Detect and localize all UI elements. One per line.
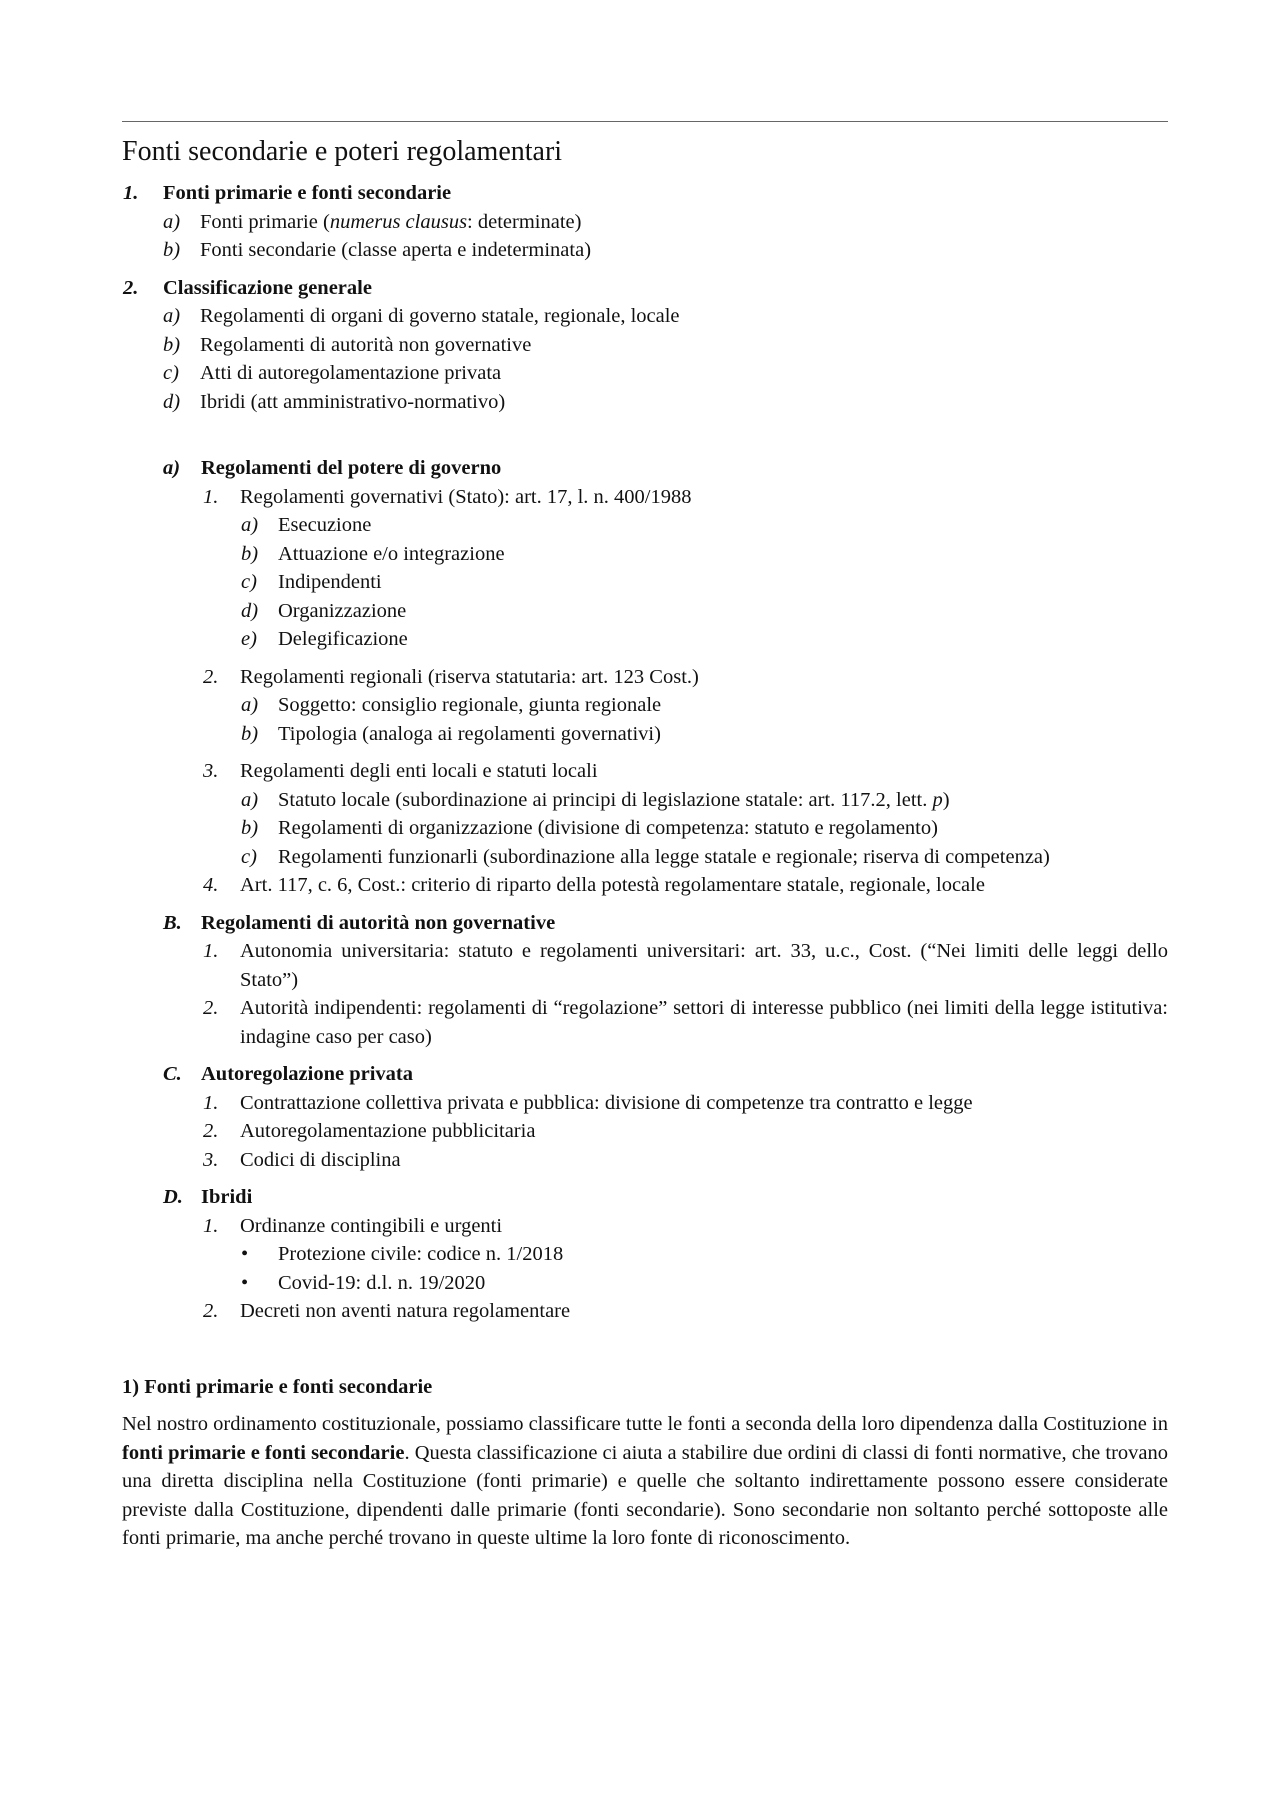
- text-segment: Fonti primarie (: [200, 210, 330, 233]
- section-fonti-primarie: [122, 1373, 1168, 1553]
- section-heading: [0, 909, 1168, 938]
- item-text: [278, 789, 950, 811]
- item-text: [278, 571, 382, 593]
- list-marker: a): [163, 457, 181, 479]
- summary-heading: [0, 179, 1168, 208]
- text-segment: . Questa classificazione ci aiuta a stabilire due ordini di classi di fonti normative, che trovano una diretta disciplina nella Costituzione (fonti primarie) e quelle che soltanto indirettamente possono essere considerate previste dalla Costituzione, dipendenti dalle primarie (fonti secondarie). Sono secondarie non soltanto perché sottoposte alle fonti primarie, ma anche perché trovano in queste ultime la loro fonte di riconoscimento.: [122, 1441, 1168, 1550]
- list-marker: d): [241, 599, 259, 622]
- item-text: [240, 486, 692, 508]
- section-heading: [0, 1060, 1168, 1089]
- item-text: [240, 666, 699, 688]
- item-text: [278, 628, 408, 650]
- list-marker: 2.: [203, 997, 219, 1019]
- item-text: [278, 543, 505, 565]
- list-marker: 1.: [123, 182, 139, 204]
- outline-subitem: [0, 597, 1168, 626]
- italic-text: p: [932, 788, 943, 811]
- outline-item: [0, 1089, 1168, 1118]
- text-segment: Indipendenti: [278, 571, 382, 593]
- list-marker: a): [241, 694, 259, 716]
- text-segment: Protezione civile: codice n. 1/2018: [278, 1243, 564, 1265]
- summary-item: [0, 388, 1168, 417]
- outline-subitem: [0, 691, 1168, 720]
- summary-item: [0, 359, 1168, 388]
- list-marker: b): [241, 817, 259, 839]
- text-segment: Soggetto: consiglio regionale, giunta regionale: [278, 694, 662, 716]
- item-text: [240, 1149, 401, 1171]
- outline-subitem: [0, 786, 1168, 815]
- list-marker: 1.: [203, 485, 219, 508]
- header-rule: [122, 121, 1168, 122]
- section-heading: 1) Fonti primarie e fonti secondarie: [122, 1375, 433, 1398]
- text-segment: Regolamenti funzionarli (subordinazione alla legge statale e regionale; riserva di competenza): [278, 845, 1050, 868]
- text-segment: Regolamenti regionali (riserva statutaria: art. 123 Cost.): [240, 665, 699, 688]
- outline-item: [0, 483, 1168, 512]
- outline-item: [0, 1117, 1168, 1146]
- text-segment: Covid-19: d.l. n. 19/2020: [278, 1271, 486, 1294]
- list-marker: b): [163, 333, 181, 356]
- bullet-icon: •: [241, 1271, 249, 1294]
- item-text: [201, 1186, 252, 1208]
- text-segment: Fonti secondarie (classe aperta e indeterminata): [200, 239, 592, 261]
- list-marker: e): [241, 628, 257, 650]
- text-segment: Regolamenti di autorità non governative: [200, 333, 532, 356]
- text-segment: Autorità indipendenti: regolamenti di “regolazione” settori di interesse pubblico (nei limiti della legge istitutiva: indagine caso per caso): [240, 997, 1168, 1048]
- item-text: [200, 391, 505, 413]
- summary-item: [0, 208, 1168, 237]
- item-text: [200, 334, 531, 356]
- list-marker: 1.: [203, 1091, 219, 1114]
- outline-item: [0, 1297, 1168, 1326]
- summary-item: [0, 236, 1168, 265]
- text-segment: : determinate): [467, 210, 582, 233]
- item-text: [240, 874, 985, 896]
- item-text: [240, 1120, 535, 1142]
- item-text: [201, 1063, 413, 1085]
- text-segment: Classificazione generale: [163, 276, 372, 299]
- list-marker: 1.: [203, 940, 219, 962]
- item-text: [200, 239, 591, 261]
- outline-item: [0, 871, 1168, 900]
- item-text: [278, 1243, 563, 1265]
- item-text: [278, 694, 661, 716]
- summary-item: [0, 302, 1168, 331]
- item-text: [201, 912, 555, 934]
- list-marker: 2.: [203, 1300, 219, 1322]
- bullet-icon: •: [241, 1243, 249, 1265]
- list-marker: C.: [163, 1063, 182, 1085]
- text-segment: Regolamenti degli enti locali e statuti locali: [240, 760, 598, 782]
- outline-subitem: [0, 540, 1168, 569]
- outline-subitem: [0, 625, 1168, 654]
- text-segment: Art. 117, c. 6, Cost.: criterio di riparto della potestà regolamentare statale, regionale, locale: [240, 874, 985, 896]
- text-segment: Autonomia universitaria: statuto e regolamenti universitari: art. 33, u.c., Cost. (“Nei limiti delle leggi dello Stato”): [240, 940, 1168, 991]
- page-title: Fonti secondarie e poteri regolamentari: [122, 136, 563, 167]
- list-marker: b): [241, 542, 259, 565]
- text-segment: Attuazione e/o integrazione: [278, 542, 505, 565]
- text-segment: Ordinanze contingibili e urgenti: [240, 1214, 503, 1237]
- list-marker: c): [241, 571, 257, 593]
- section-paragraph: [122, 1410, 1168, 1553]
- text-segment: Nel nostro ordinamento costituzionale, possiamo classificare tutte le fonti a seconda della loro dipendenza dalla Costituzione in: [122, 1413, 1168, 1435]
- item-text: [200, 362, 501, 384]
- text-segment: Regolamenti di organizzazione (divisione di competenza: statuto e regolamento): [278, 817, 938, 839]
- item-text: [163, 182, 451, 204]
- list-marker: 1.: [203, 1214, 219, 1237]
- item-text: [278, 723, 661, 745]
- text-segment: Regolamenti del potere di governo: [201, 457, 502, 479]
- text-segment: Regolamenti di autorità non governative: [201, 911, 556, 934]
- text-segment: Autoregolazione privata: [201, 1063, 413, 1085]
- text-segment: Ibridi (att amministrativo-normativo): [200, 390, 506, 413]
- list-marker: b): [163, 239, 181, 261]
- text-segment: Esecuzione: [278, 514, 372, 536]
- list-marker: 3.: [203, 760, 219, 782]
- text-segment: Organizzazione: [278, 599, 407, 622]
- list-marker: D.: [163, 1186, 183, 1208]
- list-marker: B.: [163, 911, 182, 934]
- outline-subitem: [0, 1240, 1168, 1269]
- list-marker: 2.: [123, 276, 139, 299]
- text-segment: Autoregolamentazione pubblicitaria: [240, 1120, 536, 1142]
- item-text: [201, 457, 501, 479]
- text-segment: Statuto locale (subordinazione ai principi di legislazione statale: art. 117.2, lett.: [278, 788, 933, 811]
- text-segment: Tipologia (analoga ai regolamenti governativi): [278, 722, 661, 745]
- list-marker: a): [163, 305, 181, 327]
- summary-item: [0, 331, 1168, 360]
- outline: [0, 179, 1168, 1326]
- list-marker: a): [241, 788, 259, 811]
- outline-subitem: [0, 568, 1168, 597]
- item-text: [278, 817, 938, 839]
- text-segment: Contrattazione collettiva privata e pubblica: divisione di competenze tra contratto e legge: [240, 1091, 973, 1114]
- outline-item: [0, 757, 1168, 786]
- item-text: [278, 1272, 485, 1294]
- item-text: [278, 600, 406, 622]
- list-marker: 4.: [203, 874, 219, 896]
- summary-heading: [0, 274, 1168, 303]
- list-marker: c): [163, 362, 179, 384]
- item-text: [240, 940, 1168, 991]
- section-heading: [0, 454, 1168, 483]
- text-segment: Fonti primarie e fonti secondarie: [163, 182, 452, 204]
- outline-item: [0, 1212, 1168, 1241]
- item-text: [278, 846, 1050, 868]
- outline-item: [0, 937, 1168, 994]
- text-segment: Ibridi: [201, 1186, 253, 1208]
- outline-subitem: [0, 511, 1168, 540]
- item-text: [163, 277, 372, 299]
- item-text: [240, 1300, 570, 1322]
- item-text: [278, 514, 371, 536]
- text-segment: Delegificazione: [278, 628, 408, 650]
- item-text: [240, 760, 598, 782]
- list-marker: 2.: [203, 1120, 219, 1142]
- text-segment: Codici di disciplina: [240, 1148, 401, 1171]
- list-marker: a): [241, 514, 259, 536]
- list-marker: d): [163, 390, 181, 413]
- list-marker: 3.: [203, 1148, 219, 1171]
- outline-item: [0, 663, 1168, 692]
- item-text: [200, 211, 581, 233]
- item-text: [240, 1215, 502, 1237]
- outline-subitem: [0, 814, 1168, 843]
- italic-text: numerus clausus: [329, 210, 468, 233]
- item-text: [240, 997, 1168, 1048]
- list-marker: c): [241, 845, 257, 868]
- text-segment: Atti di autoregolamentazione privata: [200, 362, 502, 384]
- bold-text: fonti primarie e fonti secondarie: [122, 1441, 405, 1464]
- section-heading: [0, 1183, 1168, 1212]
- list-marker: 2.: [203, 665, 219, 688]
- list-marker: b): [241, 722, 259, 745]
- outline-subitem: [0, 1269, 1168, 1298]
- outline-item: [0, 994, 1168, 1051]
- outline-subitem: [0, 720, 1168, 749]
- text-segment: Decreti non aventi natura regolamentare: [240, 1300, 571, 1322]
- text-segment: Regolamenti governativi (Stato): art. 17, l. n. 400/1988: [240, 485, 692, 508]
- text-segment: Regolamenti di organi di governo statale, regionale, locale: [200, 305, 680, 327]
- list-marker: a): [163, 210, 181, 233]
- outline-item: [0, 1146, 1168, 1175]
- item-text: [240, 1092, 973, 1114]
- item-text: [200, 305, 680, 327]
- outline-subitem: [0, 843, 1168, 872]
- text-segment: ): [942, 788, 950, 811]
